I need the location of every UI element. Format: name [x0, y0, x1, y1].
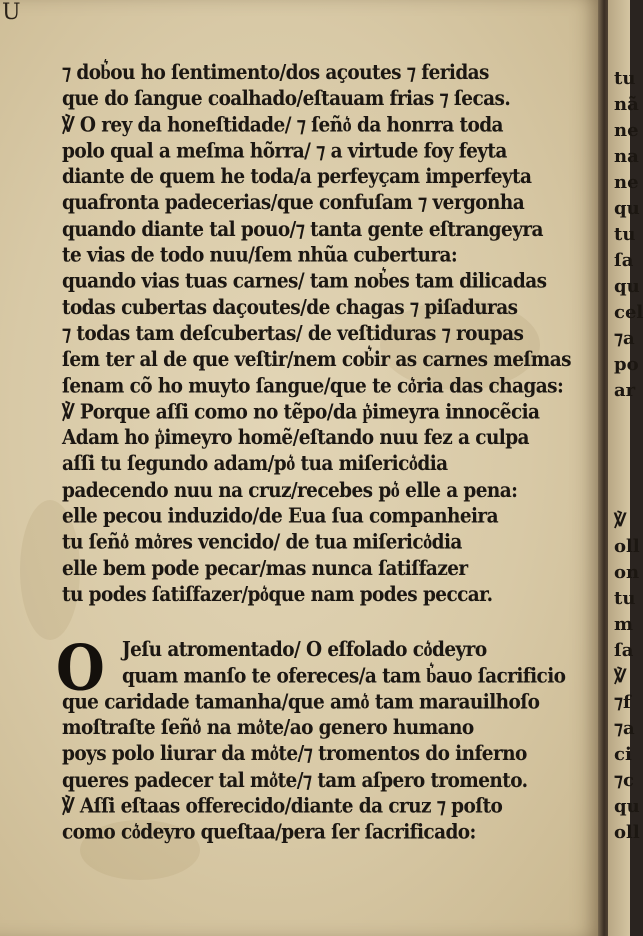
- facing-fragment: oll: [614, 822, 640, 843]
- text-line: ⁊ todas tam deſcubertas/ de veſtiduras ⁊ roupas: [62, 322, 524, 346]
- facing-fragment: ⁊a: [614, 328, 635, 349]
- page-text: [56, 60, 592, 846]
- text-line: todas cubertas daçoutes/de chagas ⁊ piſaduras: [62, 295, 518, 320]
- facing-fragment: ſa: [614, 640, 634, 661]
- facing-fragment: po: [614, 354, 639, 375]
- text-line: ℣ Aſſi eſtaas offerecido/diante da cruz ⁊ poſto: [62, 794, 503, 819]
- text-line: Adam ho p͛imeyro homẽ/eſtando nuu fez a culpa: [62, 426, 529, 450]
- facing-fragment: qu: [614, 198, 640, 219]
- facing-fragment: m: [614, 614, 634, 635]
- facing-fragment: ci: [614, 744, 632, 765]
- paragraph-one: [62, 60, 592, 608]
- text-line: Jeſu atromentado/ O eſfolado co͛deyro: [122, 638, 487, 662]
- text-line: ℣ Porque aſſi como no tẽpo/da p͛imeyra innocẽcia: [62, 400, 540, 424]
- text-line: ſenam cõ ho muyto ſangue/que te co͛ria das chagas:: [62, 374, 564, 398]
- text-line: tu ſeño͛ mo͛res vencido/ de tua miſerico͛dia: [62, 530, 462, 555]
- text-line: quam manſo te ofereces/a tam b͛auo ſacrificio: [122, 664, 566, 688]
- text-line: quando diante tal pouo/⁊ tanta gente eſtrangeyra: [62, 217, 543, 242]
- text-line: queres padecer tal mo͛te/⁊ tam aſpero tromento.: [62, 768, 528, 793]
- facing-fragment: tu: [614, 224, 636, 245]
- text-line: moſtraſte ſeño͛ na mo͛te/ao genero humano: [62, 716, 474, 740]
- text-line: elle bem pode pecar/mas nunca ſatiſfazer: [62, 556, 468, 581]
- text-line: te vias de todo nuu/ſem nhũa cubertura:: [62, 243, 458, 268]
- drop-initial: O: [56, 631, 105, 706]
- facing-fragment: nã: [614, 94, 639, 115]
- facing-fragment: ar: [614, 380, 636, 401]
- facing-fragment: tu: [614, 588, 636, 609]
- text-line: polo qual a meſma hõrra/ ⁊ a virtude foy feyta: [62, 139, 507, 163]
- text-line: aſſi tu ſegundo adam/po͛ tua miſerico͛dia: [62, 452, 448, 477]
- facing-fragment: qu: [614, 796, 640, 817]
- facing-fragment: ⁊c: [614, 770, 634, 791]
- paragraph-gap: [62, 608, 592, 637]
- facing-fragment: tu: [614, 68, 636, 89]
- text-line: diante de quem he toda/a perfeyçam imperfeyta: [62, 165, 532, 190]
- text-line: como co͛deyro queſtaa/pera ſer ſacrificado:: [62, 820, 476, 845]
- facing-fragment: ℣: [614, 666, 627, 687]
- text-line: tu podes ſatiſfazer/po͛que nam podes peccar.: [62, 582, 493, 607]
- facing-fragment: qu: [614, 276, 640, 297]
- facing-fragment: ne: [614, 120, 639, 141]
- text-line: ℣ O rey da honeſtidade/ ⁊ ſeño͛ da honrra toda: [62, 113, 503, 137]
- right-page-edge: [608, 0, 643, 936]
- facing-fragment: cel: [614, 302, 643, 323]
- text-line: ⁊ dob͛ou ho ſentimento/dos açoutes ⁊ feridas: [62, 61, 489, 85]
- text-line: que caridade tamanha/que amo͛ tam marauilhoſo: [62, 690, 540, 714]
- corner-mark: U: [2, 0, 21, 25]
- facing-fragment: oll: [614, 536, 640, 557]
- facing-fragment: ſa: [614, 250, 634, 271]
- facing-fragment: ne: [614, 172, 639, 193]
- facing-fragment: ℣: [614, 510, 627, 531]
- text-line: ſem ter al de que veſtir/nem cob͛ir as carnes meſmas: [62, 348, 571, 372]
- facing-fragment: on: [614, 562, 640, 583]
- text-line: quafronta padecerias/que confuſam ⁊ vergonha: [62, 191, 525, 216]
- facing-fragment: ⁊f: [614, 692, 631, 713]
- text-line: que do ſangue coalhado/eſtauam frias ⁊ ſecas.: [62, 87, 511, 111]
- facing-fragment: ⁊a: [614, 718, 635, 739]
- text-line: poys polo liurar da mo͛te/⁊ tromentos do inferno: [62, 742, 527, 767]
- text-line: padecendo nuu na cruz/recebes po͛ elle a pena:: [62, 478, 518, 503]
- text-line: elle pecou induzido/de Eua ſua companheira: [62, 504, 498, 529]
- text-line: quando vias tuas carnes/ tam nob͛es tam dilicadas: [62, 269, 547, 294]
- paragraph-two: [56, 631, 592, 846]
- facing-fragment: na: [614, 146, 639, 167]
